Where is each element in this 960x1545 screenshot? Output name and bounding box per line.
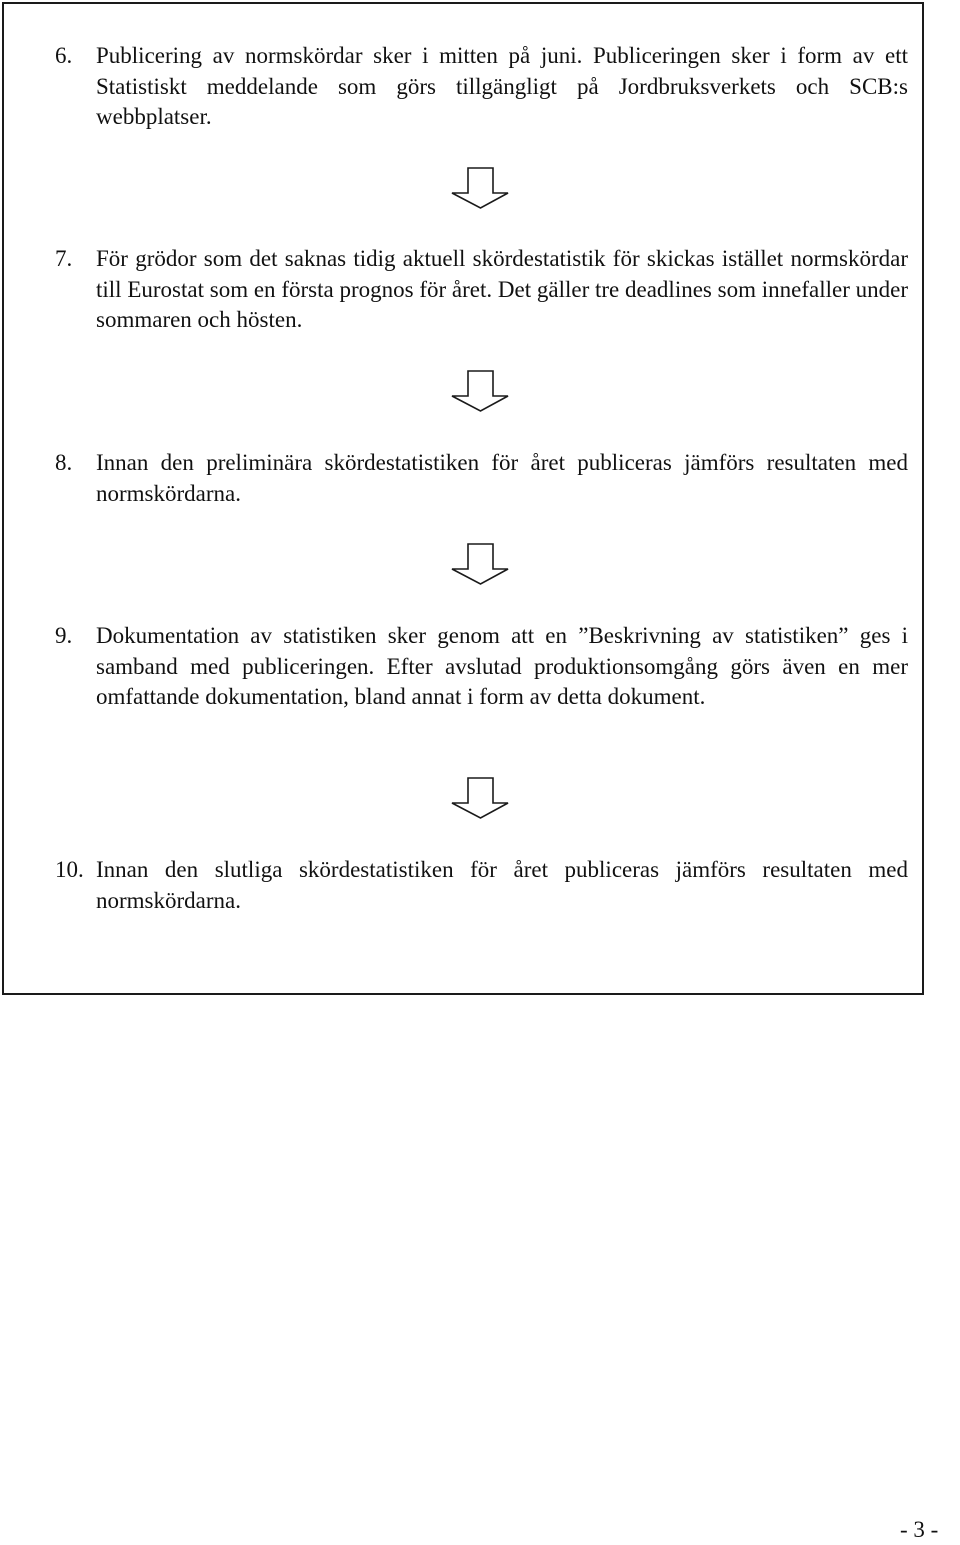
step-10 [55,855,908,916]
down-arrow-icon [448,167,512,209]
step-text: Dokumentation av statistiken sker genom att en ”Beskrivning av statistiken” ges i samband med publiceringen. Efter avslutad produktionsomgång görs även en mer omfattande dokumentation, bland annat i form av detta dokument. [96,623,908,709]
step-number: 10. [55,857,84,882]
step-number: 8. [55,450,73,475]
down-arrow-icon [448,543,512,585]
step-9 [55,621,908,713]
down-arrow-icon [448,777,512,819]
step-text: Publicering av normskördar sker i mitten på juni. Publiceringen sker i form av ett Statistiskt meddelande som görs tillgängligt på Jordbruksverkets och SCB:s webbplatser. [96,43,908,129]
page-number: - 3 - [900,1517,939,1542]
step-text: Innan den slutliga skördestatistiken för året publiceras jämförs resultaten med normskördarna. [96,857,908,913]
step-7 [55,244,908,336]
step-number: 6. [55,43,73,68]
step-8 [55,448,908,509]
down-arrow-icon [448,370,512,412]
step-text: För grödor som det saknas tidig aktuell skördestatistik för skickas istället normskördar till Eurostat som en första prognos för året. Det gäller tre deadlines som innefaller under sommaren och hösten. [96,246,908,332]
step-text: Innan den preliminära skördestatistiken för året publiceras jämförs resultaten med normskördarna. [96,450,908,506]
step-number: 9. [55,623,73,648]
step-number: 7. [55,246,73,271]
step-6 [55,41,908,133]
